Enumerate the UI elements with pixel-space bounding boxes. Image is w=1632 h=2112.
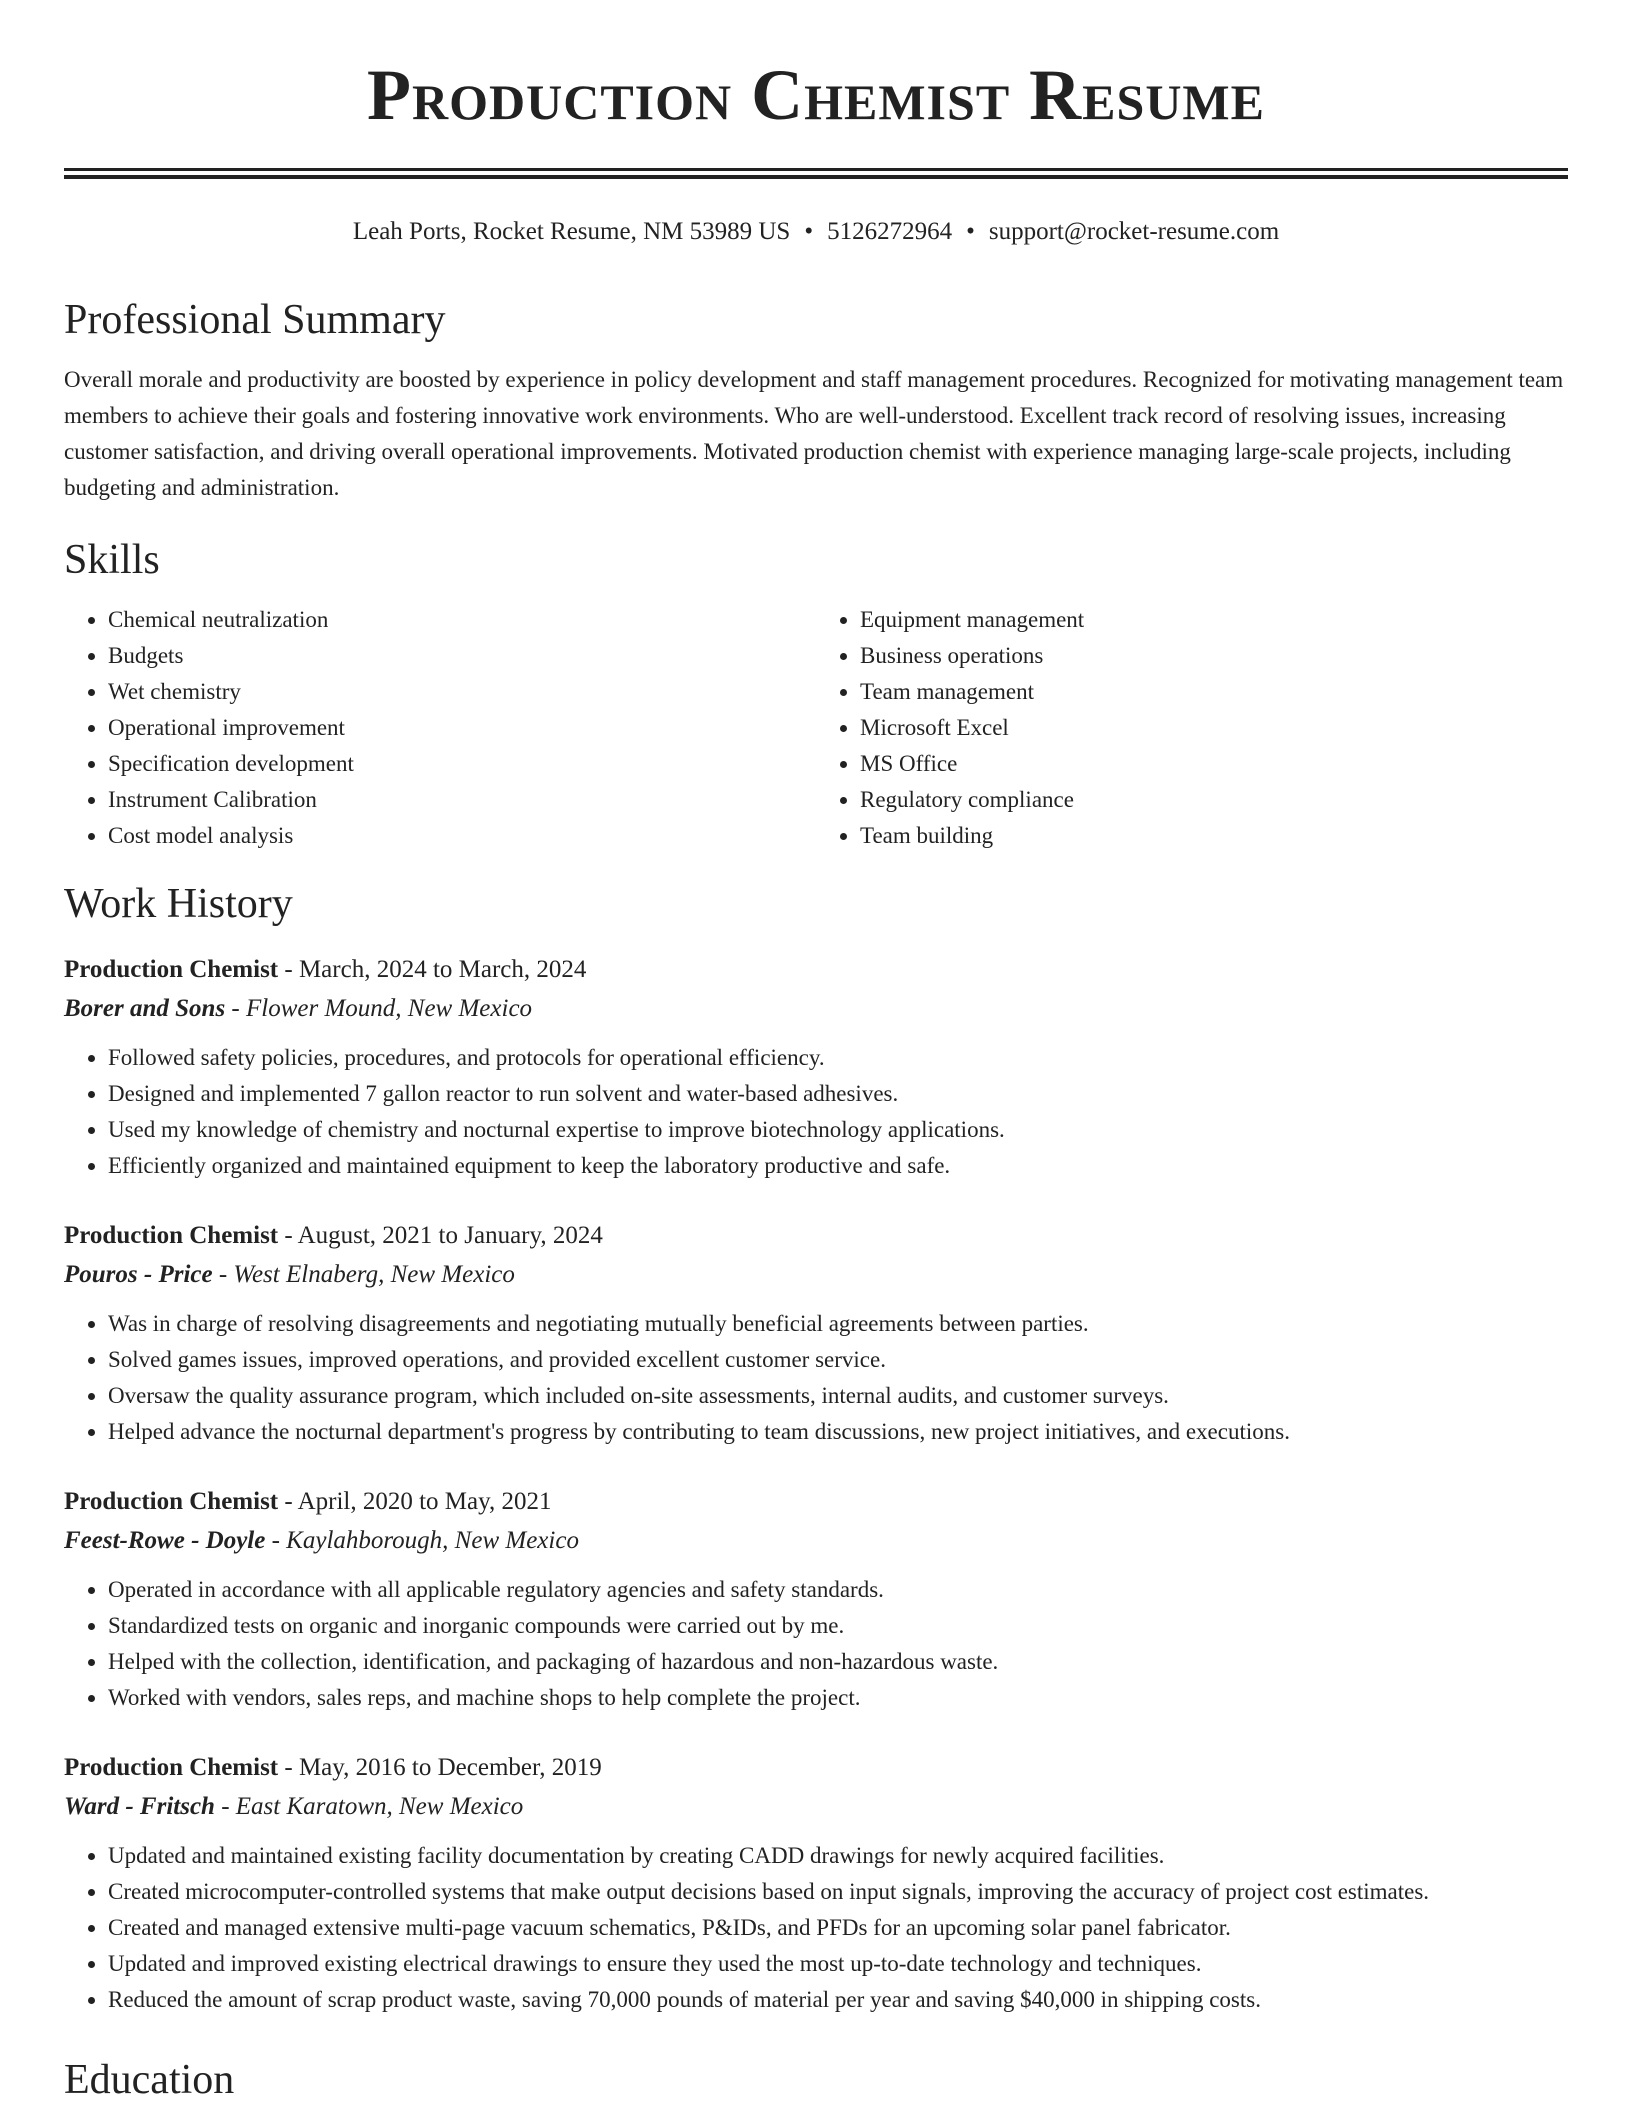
skill-item: • Team management bbox=[860, 674, 1568, 710]
job-bullet: • Updated and maintained existing facility documentation by creating CADD drawings for newly acquired facilities. bbox=[108, 1838, 1568, 1874]
job-title-line bbox=[64, 1216, 1568, 1256]
summary-text: Overall morale and productivity are boosted by experience in policy development and staff management procedures. Recognized for motivating management team members to achieve their goals and fostering innovative work environments. Who are well-understood. Excellent track record of resolving issues, increasing customer satisfaction, and driving overall operational improvements. Motivated production chemist with experience managing large-scale projects, including budgeting and administration. bbox=[64, 367, 1564, 500]
job-bullets bbox=[64, 1306, 1568, 1450]
job-bullet: • Standardized tests on organic and inorganic compounds were carried out by me. bbox=[108, 1608, 1568, 1644]
job-bullets bbox=[64, 1838, 1568, 2018]
skill-item: • Cost model analysis bbox=[108, 818, 816, 854]
job-title: Production Chemist bbox=[64, 956, 279, 983]
skills-heading: Skills bbox=[64, 537, 160, 583]
skills-list-left bbox=[64, 602, 816, 854]
skill-item: • MS Office bbox=[860, 746, 1568, 782]
skill-item: • Budgets bbox=[108, 638, 816, 674]
contact-separator: • bbox=[804, 218, 814, 245]
job-bullets bbox=[64, 1040, 1568, 1184]
job-title: Production Chemist bbox=[64, 1222, 279, 1249]
page-title: Production Chemist Resume bbox=[367, 55, 1265, 135]
job-location: - West Elnaberg, New Mexico bbox=[212, 1261, 515, 1288]
education-section bbox=[64, 2050, 1568, 2110]
job-company: Pouros - Price bbox=[64, 1261, 213, 1288]
title-rule-top bbox=[64, 168, 1568, 171]
summary-section bbox=[64, 290, 1568, 506]
work-history-heading: Work History bbox=[64, 881, 293, 927]
job-bullet: • Operated in accordance with all applicable regulatory agencies and safety standards. bbox=[108, 1572, 1568, 1608]
job-bullet: • Oversaw the quality assurance program, which included on-site assessments, internal audits, and customer surveys. bbox=[108, 1378, 1568, 1414]
job-location: - Flower Mound, New Mexico bbox=[225, 995, 533, 1022]
job-company: Borer and Sons bbox=[64, 995, 226, 1022]
job-bullet: • Designed and implemented 7 gallon reactor to run solvent and water-based adhesives. bbox=[108, 1076, 1568, 1112]
work-history-section bbox=[64, 874, 1568, 2018]
skill-item: • Chemical neutralization bbox=[108, 602, 816, 638]
skills-section bbox=[64, 530, 1568, 854]
title-rule-bottom bbox=[64, 175, 1568, 179]
job-company: Ward - Fritsch bbox=[64, 1793, 215, 1820]
skills-list-right bbox=[816, 602, 1568, 854]
job-bullets bbox=[64, 1572, 1568, 1716]
contact-phone: 5126272964 bbox=[827, 218, 953, 245]
job-company-line bbox=[64, 1522, 1568, 1560]
resume-content bbox=[64, 290, 1568, 2110]
skill-item: • Team building bbox=[860, 818, 1568, 854]
job-bullet: • Solved games issues, improved operations, and provided excellent customer service. bbox=[108, 1342, 1568, 1378]
job-title-line bbox=[64, 950, 1568, 990]
job-bullet: • Used my knowledge of chemistry and nocturnal expertise to improve biotechnology applications. bbox=[108, 1112, 1568, 1148]
job-bullet: • Efficiently organized and maintained equipment to keep the laboratory productive and safe. bbox=[108, 1148, 1568, 1184]
job-bullet: • Followed safety policies, procedures, and protocols for operational efficiency. bbox=[108, 1040, 1568, 1076]
job-company-line bbox=[64, 1256, 1568, 1294]
job-location: - Kaylahborough, New Mexico bbox=[265, 1527, 579, 1554]
job-dates: - March, 2024 to March, 2024 bbox=[278, 956, 587, 983]
contact-line bbox=[0, 214, 1632, 250]
skill-item: • Specification development bbox=[108, 746, 816, 782]
job-title: Production Chemist bbox=[64, 1754, 279, 1781]
job-bullet: • Helped advance the nocturnal department's progress by contributing to team discussions, new project initiatives, and executions. bbox=[108, 1414, 1568, 1450]
contact-address: Leah Ports, Rocket Resume, NM 53989 US bbox=[352, 218, 791, 245]
job-title: Production Chemist bbox=[64, 1488, 279, 1515]
job-entry bbox=[64, 950, 1568, 1184]
job-location: - East Karatown, New Mexico bbox=[214, 1793, 524, 1820]
skills-columns bbox=[64, 602, 1568, 854]
job-entry bbox=[64, 1748, 1568, 2018]
job-bullet: • Helped with the collection, identification, and packaging of hazardous and non-hazardous waste. bbox=[108, 1644, 1568, 1680]
skill-item: • Regulatory compliance bbox=[860, 782, 1568, 818]
job-bullet: • Created microcomputer-controlled systems that make output decisions based on input signals, improving the accuracy of project cost estimates. bbox=[108, 1874, 1568, 1910]
job-bullet: • Updated and improved existing electrical drawings to ensure they used the most up-to-date technology and techniques. bbox=[108, 1946, 1568, 1982]
job-dates: - May, 2016 to December, 2019 bbox=[278, 1754, 602, 1781]
skill-item: • Operational improvement bbox=[108, 710, 816, 746]
summary-heading: Professional Summary bbox=[64, 297, 446, 343]
job-bullet: • Worked with vendors, sales reps, and machine shops to help complete the project. bbox=[108, 1680, 1568, 1716]
job-title-line bbox=[64, 1748, 1568, 1788]
skill-item: • Microsoft Excel bbox=[860, 710, 1568, 746]
contact-email: support@rocket-resume.com bbox=[988, 218, 1280, 245]
education-heading: Education bbox=[64, 2057, 235, 2103]
job-entry bbox=[64, 1482, 1568, 1716]
job-dates: - April, 2020 to May, 2021 bbox=[278, 1488, 552, 1515]
job-entry bbox=[64, 1216, 1568, 1450]
job-dates: - August, 2021 to January, 2024 bbox=[278, 1222, 603, 1249]
contact-separator: • bbox=[966, 218, 975, 245]
skill-item: • Equipment management bbox=[860, 602, 1568, 638]
skill-item: • Instrument Calibration bbox=[108, 782, 816, 818]
job-bullet: • Created and managed extensive multi-page vacuum schematics, P&IDs, and PFDs for an upcoming solar panel fabricator. bbox=[108, 1910, 1568, 1946]
job-title-line bbox=[64, 1482, 1568, 1522]
job-company: Feest-Rowe - Doyle bbox=[64, 1527, 266, 1554]
skill-item: • Business operations bbox=[860, 638, 1568, 674]
skill-item: • Wet chemistry bbox=[108, 674, 816, 710]
job-company-line bbox=[64, 990, 1568, 1028]
job-bullet: • Reduced the amount of scrap product waste, saving 70,000 pounds of material per year and saving $40,000 in shipping costs. bbox=[108, 1982, 1568, 2018]
job-company-line bbox=[64, 1788, 1568, 1826]
job-bullet: • Was in charge of resolving disagreements and negotiating mutually beneficial agreements between parties. bbox=[108, 1306, 1568, 1342]
